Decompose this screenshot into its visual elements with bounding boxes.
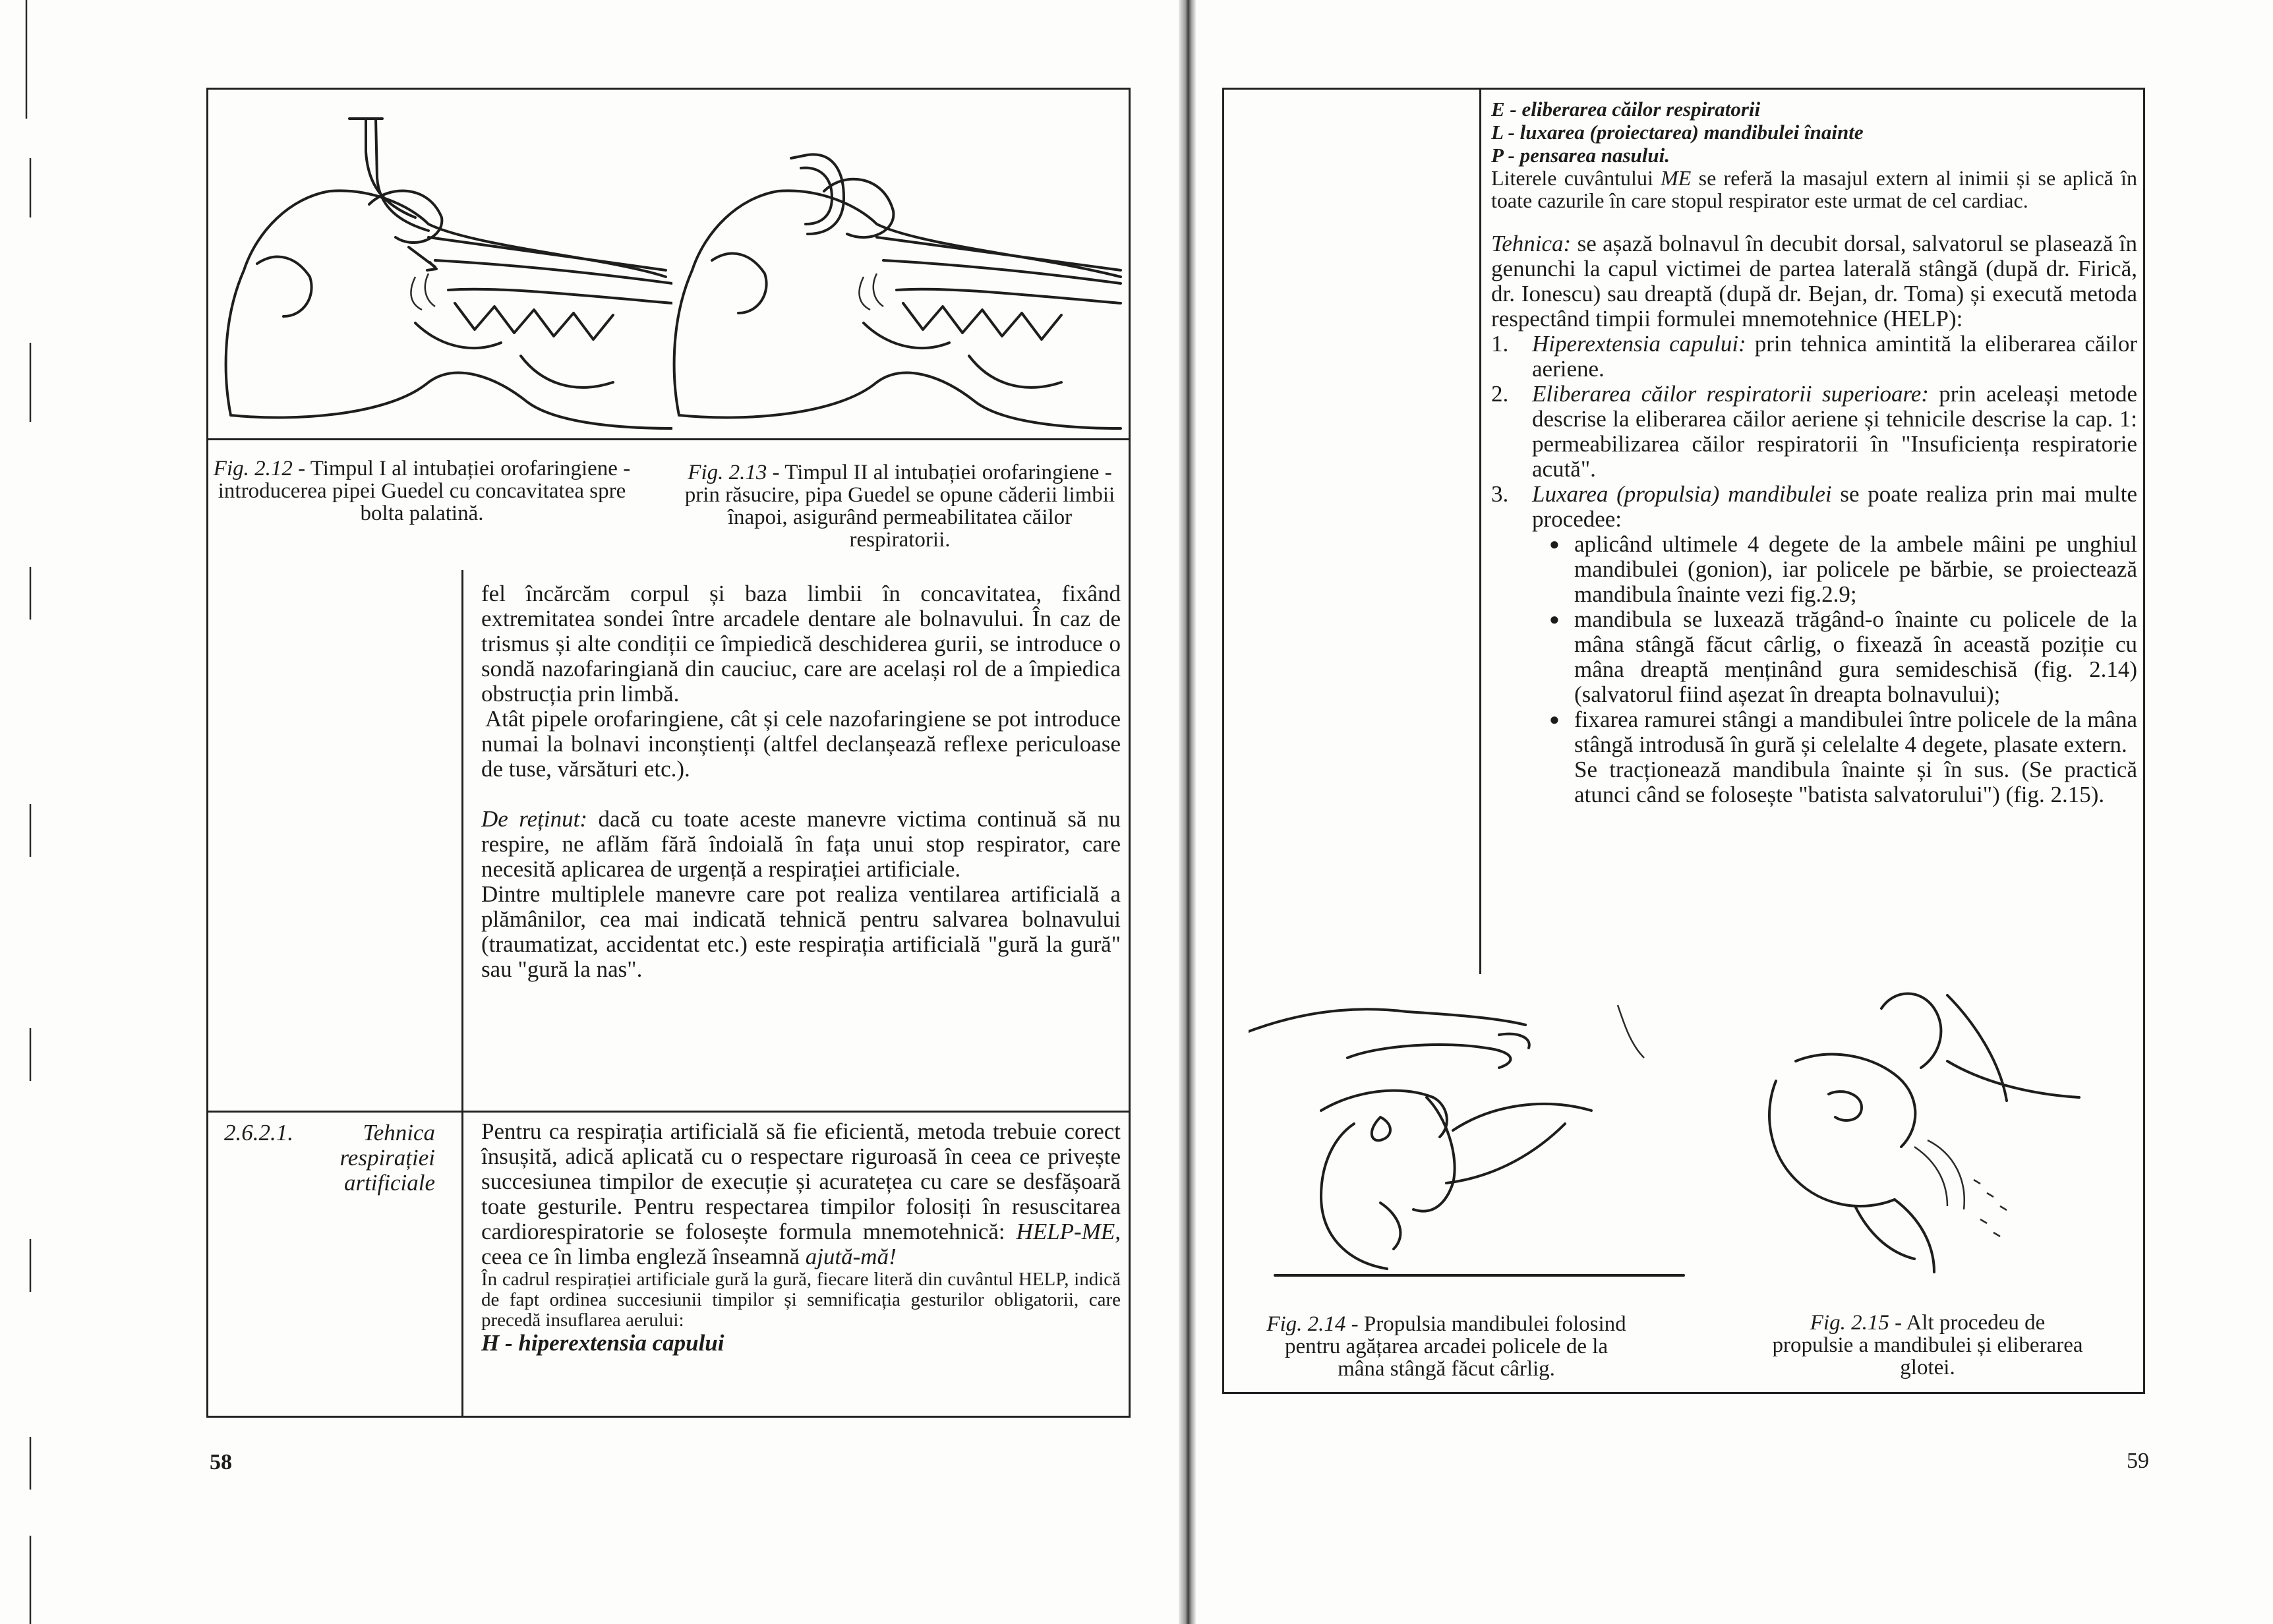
paragraph-me: Literele cuvântului ME se referă la masajul extern al inimii și se aplică în toate cazurile în care stopul respirator este urmat de cel cardiac.: [1491, 166, 2138, 212]
step-1: 1. Hiperextensia capului: prin tehnica amintită la eliberarea căilor aeriene.: [1491, 331, 2137, 382]
help-steps: [1491, 332, 2137, 532]
fig-2-12-caption: [211, 457, 633, 525]
bullet-item: ● fixarea ramurei stângi a mandibulei între policele de la mâna stângă introdusă în gură și celelalte 4 degete, plasate extern.: [1549, 707, 2137, 757]
me-word: ME: [1661, 166, 1692, 190]
right-page: [1196, 0, 2273, 1624]
binder-edge: [0, 0, 40, 1624]
left-body-text: [481, 581, 1121, 982]
fig-2-13-text: - Timpul II al intubației orofaringiene - prin răsucire, pipa Guedel se opune căderii limbii înapoi, asigurând permeabilitatea căilor respiratorii.: [684, 461, 1115, 552]
help-h-line: H - hiperextensia capului: [481, 1330, 724, 1356]
help-p-line: P - pensarea nasului.: [1491, 144, 1670, 167]
fig-2-13-label: Fig. 2.13: [688, 461, 767, 484]
step-2: 2. Eliberarea căilor respiratorii superioare: prin aceleași metode descrise la eliberarea căilor aeriene și tehnicile descrise la cap. 1: permeabilizarea căilor respiratorii în "Insuficiența respiratorie acută".: [1491, 381, 2137, 482]
help-e-line: E - eliberarea căilor respiratorii: [1491, 98, 1761, 121]
tehnica-label: Tehnica:: [1491, 231, 1572, 256]
retinut-label: De reținut:: [481, 806, 587, 832]
binder-marks: [0, 0, 40, 1624]
fig-2-15-illustration: [1697, 982, 2145, 1298]
bullet-item: ● mandibula se luxează trăgând-o înainte cu policele de la mâna stângă făcut cârlig, o fixează în această poziție cu mâna dreaptă menținând gura semideschisă (fig. 2.14) (salvatorul fiind așezat în dreapta bolnavului);: [1549, 607, 2137, 707]
paragraph-retinut: [481, 807, 1121, 882]
fig-2-15-text: - Alt procedeu de propulsie a mandibulei și eliberarea glotei.: [1772, 1311, 2083, 1379]
fig-2-13-illustration: [666, 105, 1127, 435]
section-divider: [206, 1111, 1131, 1113]
section-body: [481, 1119, 1121, 1356]
fig-2-14-label: Fig. 2.14: [1266, 1312, 1346, 1336]
fig-2-12-text: - Timpul I al intubației orofaringiene - introducerea pipei Guedel cu concavitatea spre bolta palatină.: [218, 457, 631, 525]
retinut-text: dacă cu toate aceste manevre victima continuă să nu respire, ne aflăm fără îndoială în fața unui stop respirator, care necesită aplicarea de urgență a respirației artificiale.: [481, 806, 1121, 882]
page-number-59: 59: [2127, 1449, 2149, 1473]
step-3-title: Luxarea (propulsia) mandibulei: [1532, 481, 1832, 507]
section-heading: [224, 1120, 452, 1196]
bullet-item: ● aplicând ultimele 4 degete de la ambele mâini pe unghiul mandibulei (gonion), iar policele pe bărbie, se proiectează mandibula înainte vezi fig.2.9;: [1549, 532, 2137, 607]
right-body-text: [1491, 98, 2137, 807]
step-1-title: Hiperextensia capului:: [1532, 331, 1746, 357]
fig-2-15-caption: [1769, 1312, 2086, 1379]
page-number-58: 58: [210, 1450, 232, 1474]
paragraph-final: Se tracționează mandibula înainte și în sus. (Se practică atunci când se folosește "batista salvatorului") (fig. 2.15).: [1574, 757, 2137, 807]
paragraph-manevre: Dintre multiplele manevre care pot realiza ventilarea artificială a plămânilor, cea mai indicată tehnică pentru salvarea bolnavului (traumatizat, accidentat etc.) este respirația artificială "gură la gură" sau "gură la nas".: [481, 881, 1121, 982]
fig-2-13-caption: [679, 461, 1121, 551]
help-l-line: L - luxarea (proiectarea) mandibulei înainte: [1491, 121, 1864, 144]
figure-bottom-rule: [206, 438, 1131, 440]
formula-meaning: ajută-mă!: [805, 1244, 897, 1269]
fig-2-14-caption: [1262, 1313, 1631, 1380]
step-2-title: Eliberarea căilor respiratorii superioare:: [1532, 381, 1929, 407]
column-divider: [461, 570, 463, 1418]
right-column-divider: [1479, 88, 1481, 974]
fig-2-12-illustration: [218, 105, 672, 435]
paragraph-pipe: Atât pipele orofaringiene, cât și cele nazofaringiene se pot introduce numai la bolnavi inconștienți (altfel declanșează reflexe periculoase de tuse, vărsături etc.).: [481, 706, 1121, 782]
paragraph-help-detail: În cadrul respirației artificiale gură la gură, fiecare literă din cuvântul HELP, indică de fapt ordinea succesiunii timpilor și semnificația gesturilor obligatorii, care precedă insuflarea aerului:: [481, 1269, 1121, 1331]
section-number: 2.6.2.1. Tehnica respirației artificiale: [224, 1120, 435, 1196]
procedure-bullets: [1549, 532, 2137, 757]
fig-2-15-label: Fig. 2.15: [1810, 1311, 1889, 1335]
paragraph-sonda: fel încărcăm corpul și baza limbii în concavitatea, fixând extremitatea sondei între arcadele dentare ale bolnavului. În caz de trismus și alte condiții ce împiedică deschiderea gurii, se introduce o sondă nazofaringiană din cauciuc, care are același rol de a împiedica obstrucția prin limbă.: [481, 581, 1121, 707]
fig-2-14-text: - Propulsia mandibulei folosind pentru agățarea arcadei policele de la mâna stângă făcut cârlig.: [1284, 1312, 1626, 1381]
formula-help-me: HELP-ME,: [1016, 1219, 1121, 1244]
step-3: 3. Luxarea (propulsia) mandibulei se poate realiza prin mai multe procedee:: [1491, 481, 2138, 532]
book-gutter: [1179, 0, 1196, 1624]
fig-2-14-illustration: [1249, 985, 1703, 1295]
paragraph-help-me: Pentru ca respirația artificială să fie eficientă, metoda trebuie corect însușită, adică aplicată cu o respectare riguroasă în ceea ce privește succesiunea timpilor de execuție și acuratețea cu care se desfășoară toate gesturile. Pentru respectarea timpilor folosiți în resuscitarea cardiorespiratorie se folosește formula mnemotehnică: HELP-ME, ceea ce în limba engleză înseamnă ajută-mă!: [481, 1118, 1121, 1269]
paragraph-tehnica: Tehnica: se așază bolnavul în decubit dorsal, salvatorul se plasează în genunchi la capul victimei de partea laterală stângă (după dr. Firică, dr. Ionescu) sau dreaptă (după dr. Bejan, dr. Toma) și execută metoda respectând timpii formulei mnemotehnice (HELP):: [1491, 231, 2138, 332]
fig-2-12-label: Fig. 2.12: [213, 457, 293, 480]
section-title: Tehnica respirației artificiale: [339, 1120, 435, 1196]
